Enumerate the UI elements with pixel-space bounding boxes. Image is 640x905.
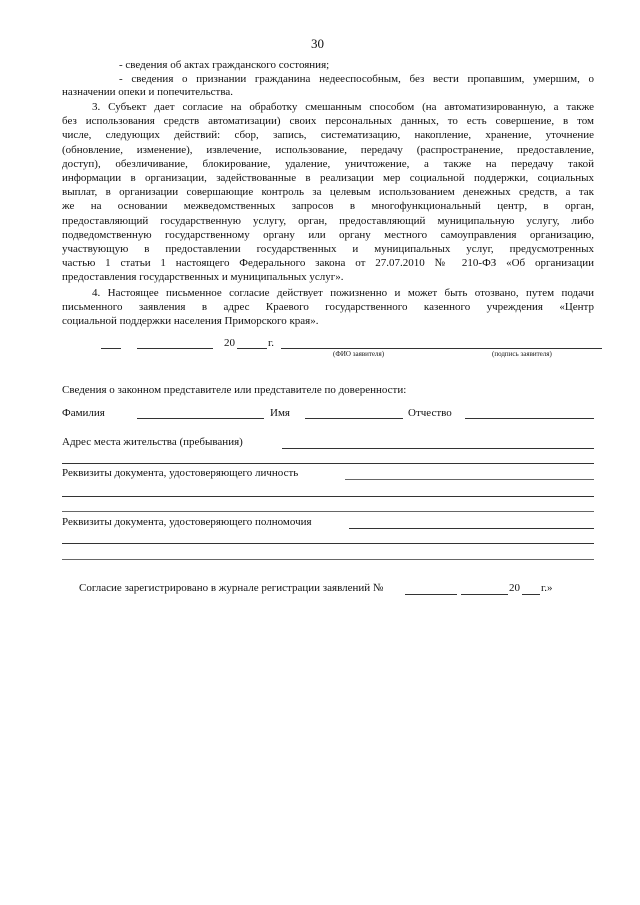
paragraph-line: выплат, в организации совершающие контроль за целевым использованием денежных средств, а так: [62, 186, 594, 199]
registration-text: Согласие зарегистрировано в журнале регистрации заявлений №: [79, 582, 384, 594]
registration-date-field[interactable]: [461, 594, 508, 595]
address-field[interactable]: [282, 448, 594, 449]
representative-heading: Сведения о законном представителе или представителе по доверенности:: [62, 384, 407, 396]
list-item-incapacity: - сведения о признании гражданина недееспособным, без вести пропавшим, умершим, о: [119, 73, 594, 85]
paragraph-line: 4. Настоящее письменное согласие действует пожизненно и может быть отозвано, путем подачи: [92, 287, 594, 299]
registration-year-field[interactable]: [522, 594, 540, 595]
address-field-line-2[interactable]: [62, 463, 594, 464]
paragraph-line: социальной поддержки населения Приморского края».: [62, 315, 319, 328]
address-label: Адрес места жительства (пребывания): [62, 436, 243, 448]
year-suffix: г.: [268, 337, 275, 349]
paragraph-line: доступ), обезличивание, блокирование, удаление, уничтожение, а также на передачу такой: [62, 157, 594, 170]
paragraph-line: же на основании межведомственных запросов в многофункциональный центр, в орган,: [62, 200, 594, 213]
paragraph-line: 3. Субъект дает согласие на обработку смешанным способом (на автоматизированную, а также: [92, 101, 594, 113]
surname-field[interactable]: [137, 418, 264, 419]
paragraph-line: информации в организации, задействованные в реализации мер социальной поддержки, социальных: [62, 172, 594, 185]
name-label: Имя: [270, 407, 290, 419]
year-prefix: 20: [224, 337, 235, 349]
registration-year-suffix: г.»: [541, 582, 553, 594]
list-item-guardianship: назначении опеки и попечительства.: [62, 86, 234, 98]
consent-paragraph-3: [62, 100, 594, 285]
paragraph-line: подведомственную государственному органу или органу местного самоуправления организацию,: [62, 228, 594, 241]
patronymic-label: Отчество: [408, 407, 452, 419]
paragraph-line: частью 1 статьи 1 настоящего Федерального закона от 27.07.2010 № 210-ФЗ «Об организации: [62, 257, 594, 270]
signature-caption: (подпись заявителя): [492, 350, 552, 358]
id-document-field[interactable]: [345, 479, 594, 480]
day-field[interactable]: [101, 348, 121, 349]
paragraph-line: предоставляющий государственную услугу, орган, предоставляющий муниципальную услугу, либо: [62, 214, 594, 227]
paragraph-line: предоставления государственных и муниципальных услуг».: [62, 271, 344, 284]
id-document-field-line-2[interactable]: [62, 496, 594, 497]
paragraph-line: без использования средств автоматизации) своих персональных данных, то есть совершение, в том: [62, 115, 594, 128]
power-document-field-line-3[interactable]: [62, 559, 594, 560]
page-number: 30: [311, 36, 324, 51]
id-document-label: Реквизиты документа, удостоверяющего личность: [62, 467, 299, 479]
power-document-label: Реквизиты документа, удостоверяющего полномочия: [62, 516, 312, 528]
name-field[interactable]: [305, 418, 403, 419]
registration-number-field[interactable]: [405, 594, 457, 595]
month-field[interactable]: [137, 348, 213, 349]
paragraph-line: числе, следующих действий: сбор, запись, систематизацию, накопление, хранение, уточнение: [62, 129, 594, 142]
registration-year-prefix: 20: [509, 582, 520, 594]
surname-label: Фамилия: [62, 407, 105, 419]
paragraph-line: письменного заявления в адрес Краевого государственного казенного учреждения «Центр: [62, 301, 594, 314]
fio-and-signature-field[interactable]: [281, 348, 602, 349]
fio-caption: (ФИО заявителя): [333, 350, 385, 358]
power-document-field[interactable]: [349, 528, 594, 529]
paragraph-line: (обновление, изменение), извлечение, использование, передачу (распространение, предоставление,: [62, 143, 594, 156]
year-field[interactable]: [237, 348, 267, 349]
power-document-field-line-2[interactable]: [62, 543, 594, 544]
consent-paragraph-4: [62, 286, 594, 329]
patronymic-field[interactable]: [465, 418, 594, 419]
list-item-civil-acts: - сведения об актах гражданского состояния;: [119, 59, 330, 71]
paragraph-line: участвующую в предоставлении государственных и муниципальных услуг, предусмотренных: [62, 243, 594, 256]
id-document-field-line-3[interactable]: [62, 511, 594, 512]
